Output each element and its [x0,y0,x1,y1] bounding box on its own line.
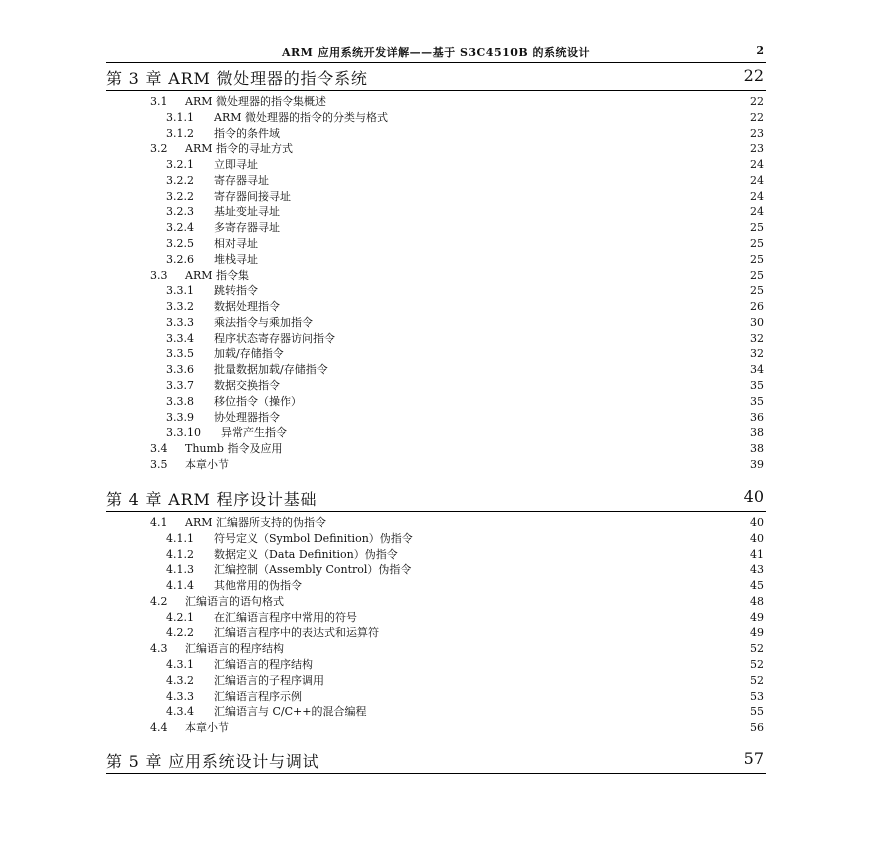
entry-page-number: 52 [750,673,764,687]
toc-entry [166,236,764,251]
entry-title: ARM 汇编器所支持的伪指令 [185,516,326,529]
entry-number: 4.2 [150,594,168,608]
entry-number: 3.1.1 [166,110,194,124]
entry-number: 3.3.6 [166,363,194,377]
entry-page-number: 52 [750,658,764,672]
entry-page-number: 25 [750,284,764,298]
entry-title: ARM 指令集 [185,268,249,282]
entry-number: 3.3.1 [166,284,194,298]
entry-number: 3.1.2 [166,126,194,140]
entry-page-number: 32 [750,331,764,345]
toc-entry [166,657,764,672]
entry-number: 3.5 [150,457,168,471]
toc-entry [166,578,764,593]
entry-number: 3.3.5 [166,347,194,361]
entry-page-number: 48 [750,594,764,608]
toc-entry [166,173,764,188]
entry-page-number: 49 [750,626,764,640]
toc-entry [166,625,764,640]
entry-title: 多寄存器寻址 [214,221,280,235]
entry-title: 数据定义（Data Definition）伪指令 [214,547,398,561]
entry-title: 汇编语言的程序结构 [185,642,284,656]
entry-number: 3.2.6 [166,252,194,266]
entry-number: 3.4 [150,442,168,456]
chapter-page-number: 22 [743,66,764,85]
entry-number: 4.1 [150,516,168,529]
entry-number: 3.2 [150,142,168,156]
toc-entry [166,704,764,719]
entry-title: 移位指令（操作） [214,394,302,408]
entry-number: 4.1.4 [166,579,194,593]
entry-number: 4.3.1 [166,658,194,672]
entry-title: 跳转指令 [214,284,258,298]
entry-page-number: 52 [750,642,764,656]
toc-entry [166,547,764,562]
toc-entry [166,204,764,219]
toc-entry [166,531,764,546]
entry-number: 4.3.4 [166,705,194,719]
toc-entry [150,594,764,609]
entry-title: 寄存器间接寻址 [214,189,291,203]
entry-title: 本章小节 [185,457,229,471]
chapter-heading [106,749,766,775]
entry-title: 数据处理指令 [214,300,280,314]
chapter-rule [106,511,766,512]
entry-number: 3.3.3 [166,315,194,329]
entry-page-number: 24 [750,205,764,219]
entry-title: 异常产生指令 [221,426,287,440]
toc-entry [166,220,764,235]
chapter-page-number: 40 [743,487,764,506]
toc-entry [166,394,764,409]
entry-page-number: 22 [750,95,764,108]
entry-page-number: 24 [750,173,764,187]
entry-page-number: 40 [750,531,764,545]
entry-title: 相对寻址 [214,237,258,251]
toc-entry [150,457,764,472]
entry-number: 3.2.3 [166,205,194,219]
toc-entry [150,441,764,456]
toc-entry [166,689,764,704]
entry-number: 4.1.3 [166,563,194,577]
entry-number: 3.3.8 [166,394,194,408]
toc-entry [150,720,764,735]
entry-number: 4.1.1 [166,531,194,545]
entry-title: 汇编语言程序示例 [214,689,302,703]
chapter-title: 第 4 章 ARM 程序设计基础 [106,490,318,509]
toc-entry [166,562,764,577]
chapter-page-number: 57 [743,749,764,768]
entry-title: 本章小节 [185,721,229,735]
toc-entry [166,362,764,377]
entry-page-number: 49 [750,610,764,624]
entry-number: 3.2.2 [166,189,194,203]
entry-title: Thumb 指令及应用 [185,442,283,456]
entry-title: 基址变址寻址 [214,205,280,219]
entry-number: 4.2.2 [166,626,194,640]
entry-number: 3.2.2 [166,173,194,187]
chapter-title: 第 5 章 应用系统设计与调试 [106,752,320,771]
entry-number: 3.2.5 [166,237,194,251]
entry-page-number: 35 [750,379,764,393]
toc-entry [150,94,764,109]
entry-title: 汇编控制（Assembly Control）伪指令 [214,563,412,577]
entry-title: 指令的条件域 [214,126,280,140]
entry-title: 汇编语言与 C/C++的混合编程 [214,705,367,719]
entry-title: 乘法指令与乘加指令 [214,315,313,329]
entry-page-number: 38 [750,426,764,440]
entry-page-number: 40 [750,516,764,529]
entry-title: 汇编语言的语句格式 [185,594,284,608]
toc-entry [166,610,764,625]
entry-number: 4.2.1 [166,610,194,624]
header-page-number: 2 [756,44,764,57]
entry-page-number: 45 [750,579,764,593]
entry-title: ARM 指令的寻址方式 [185,142,293,156]
entry-page-number: 36 [750,410,764,424]
entry-page-number: 25 [750,221,764,235]
toc-entry [166,189,764,204]
entry-title: ARM 微处理器的指令的分类与格式 [214,110,388,124]
entry-page-number: 25 [750,252,764,266]
entry-page-number: 39 [750,457,764,471]
entry-title: 符号定义（Symbol Definition）伪指令 [214,531,413,545]
entry-number: 3.1 [150,95,168,108]
entry-page-number: 43 [750,563,764,577]
entry-page-number: 22 [750,110,764,124]
toc-entry [166,299,764,314]
entry-number: 4.3.2 [166,673,194,687]
toc-entry [150,268,764,283]
entry-title: 汇编语言的程序结构 [214,658,313,672]
entry-title: 汇编语言程序中的表达式和运算符 [214,626,379,640]
entry-title: 汇编语言的子程序调用 [214,673,324,687]
toc-entry [166,110,764,125]
entry-title: 其他常用的伪指令 [214,579,302,593]
toc-entry [150,515,764,530]
toc-entry [166,425,764,440]
chapter-title: 第 3 章 ARM 微处理器的指令系统 [106,69,368,88]
entry-page-number: 32 [750,347,764,361]
entry-page-number: 56 [750,721,764,735]
entry-page-number: 30 [750,315,764,329]
toc-entry [166,346,764,361]
entry-page-number: 55 [750,705,764,719]
entry-page-number: 53 [750,689,764,703]
entry-page-number: 38 [750,442,764,456]
toc-entry [166,315,764,330]
entry-title: ARM 微处理器的指令集概述 [185,95,326,108]
entry-page-number: 25 [750,237,764,251]
header-title: ARM 应用系统开发详解——基于 S3C4510B 的系统设计 [281,46,591,59]
entry-page-number: 25 [750,268,764,282]
entry-page-number: 23 [750,126,764,140]
chapter-heading [106,66,766,92]
entry-number: 4.4 [150,721,168,735]
entry-number: 3.2.1 [166,158,194,172]
entry-page-number: 26 [750,300,764,314]
entry-number: 3.3.7 [166,379,194,393]
entry-page-number: 24 [750,158,764,172]
chapter-rule [106,773,766,774]
entry-title: 堆栈寻址 [214,252,258,266]
entry-title: 数据交换指令 [214,379,280,393]
entry-title: 加载/存储指令 [214,347,284,361]
entry-page-number: 34 [750,363,764,377]
entry-page-number: 23 [750,142,764,156]
entry-number: 3.3 [150,268,168,282]
entry-number: 4.1.2 [166,547,194,561]
toc-entry [166,331,764,346]
toc-entry [166,673,764,688]
entry-number: 3.3.10 [166,426,201,440]
entry-title: 寄存器寻址 [214,173,269,187]
toc-entry [166,283,764,298]
entry-title: 批量数据加载/存储指令 [214,363,328,377]
toc-entry [166,157,764,172]
entry-page-number: 24 [750,189,764,203]
entry-title: 协处理器指令 [214,410,280,424]
toc-entry [166,126,764,141]
toc-entry [166,410,764,425]
entry-number: 3.3.2 [166,300,194,314]
entry-title: 立即寻址 [214,158,258,172]
toc-entry [150,641,764,656]
toc-entry [150,141,764,156]
entry-number: 3.2.4 [166,221,194,235]
entry-number: 3.3.9 [166,410,194,424]
toc-entry [166,378,764,393]
entry-title: 在汇编语言程序中常用的符号 [214,610,357,624]
entry-number: 4.3 [150,642,168,656]
chapter-rule [106,90,766,91]
toc-entry [166,252,764,267]
entry-page-number: 35 [750,394,764,408]
entry-page-number: 41 [750,547,764,561]
entry-number: 4.3.3 [166,689,194,703]
entry-title: 程序状态寄存器访问指令 [214,331,335,345]
entry-number: 3.3.4 [166,331,194,345]
chapter-heading [106,487,766,513]
